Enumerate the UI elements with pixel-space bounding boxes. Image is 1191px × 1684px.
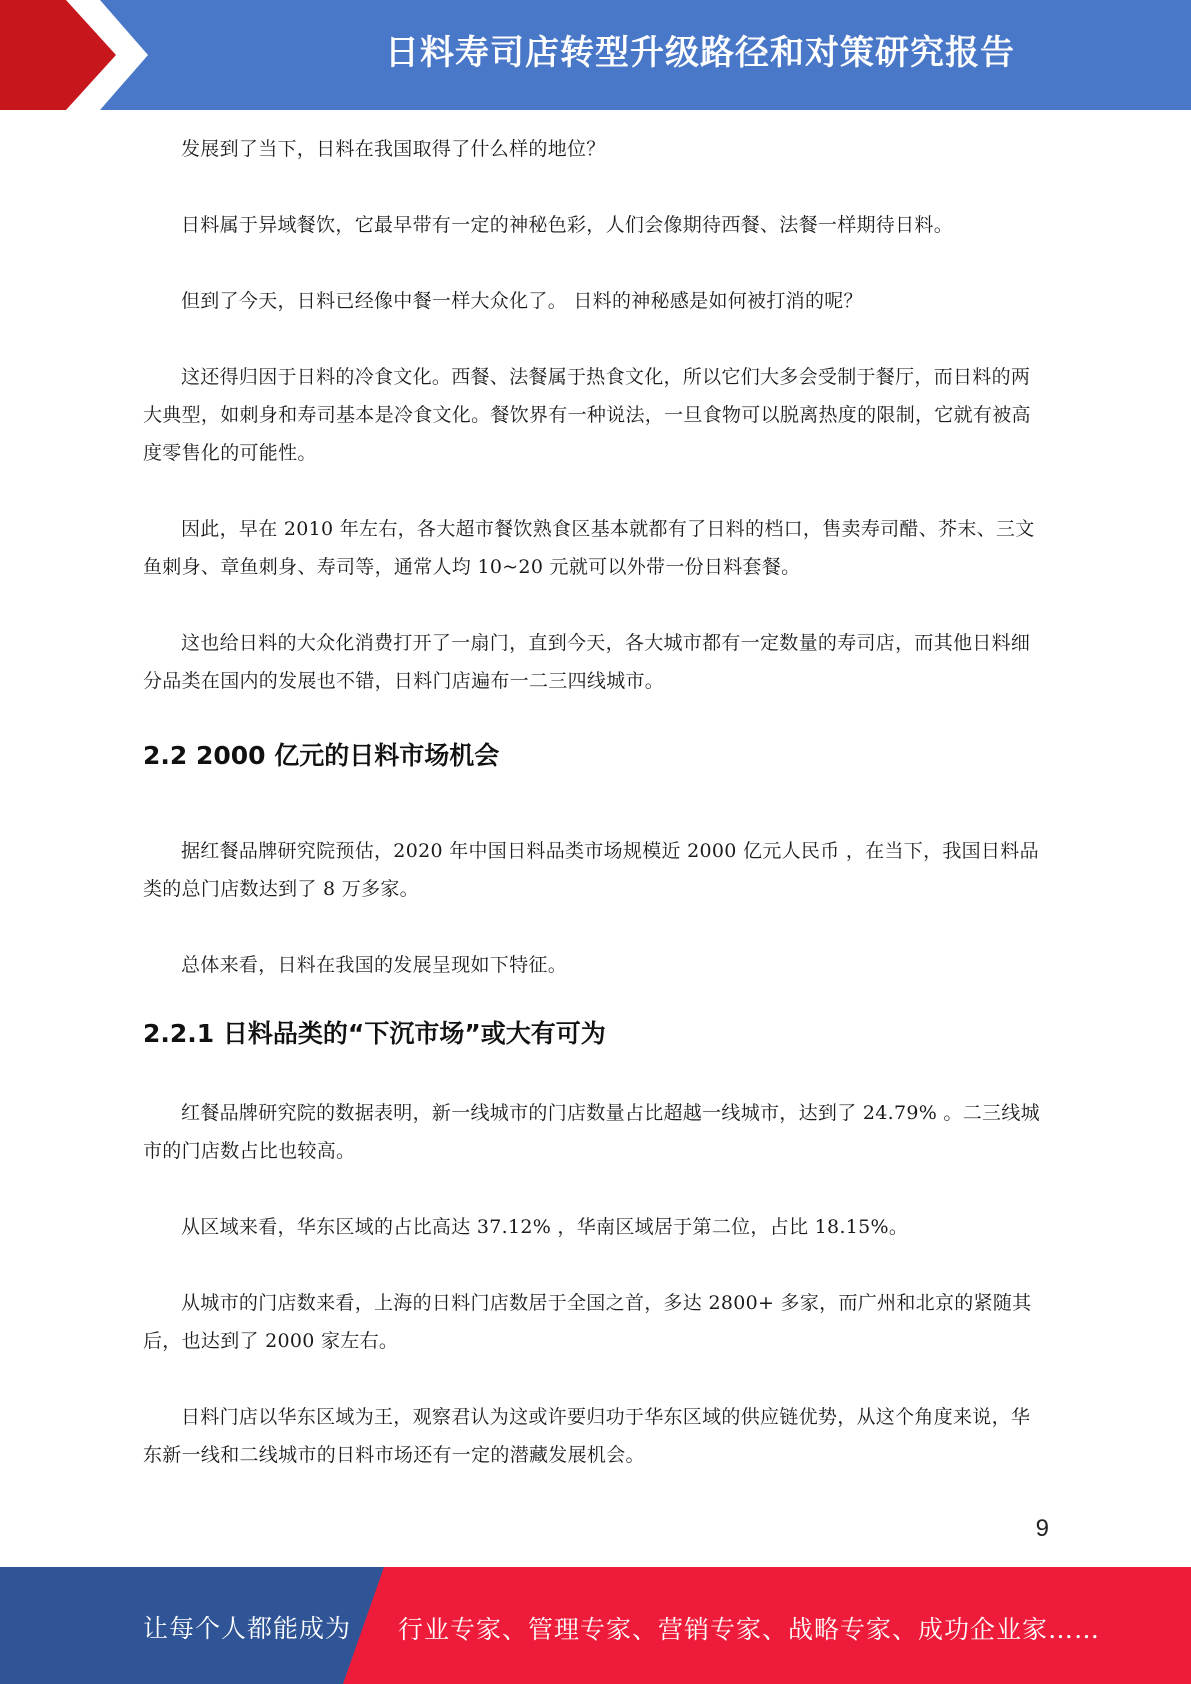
paragraph: 这还得归因于日料的冷食文化。西餐、法餐属于热食文化，所以它们大多会受制于餐厅，而日料的两大典型，如刺身和寿司基本是冷食文化。餐饮界有一种说法，一旦食物可以脱离热度的限制，它就有被高度零售化的可能性。 [143, 366, 1031, 464]
paragraph: 从区域来看，华东区域的占比高达 37.12% ，华南区域居于第二位，占比 18.15%。 [181, 1216, 909, 1238]
paragraph: 总体来看，日料在我国的发展呈现如下特征。 [181, 954, 568, 976]
paragraph: 日料门店以华东区域为王，观察君认为这或许要归功于华东区域的供应链优势，从这个角度来说，华东新一线和二线城市的日料市场还有一定的潜藏发展机会。 [143, 1406, 1031, 1466]
paragraph: 据红餐品牌研究院预估，2020 年中国日料品类市场规模近 2000 亿元人民币 ，在当下，我国日料品类的总门店数达到了 8 万多家。 [143, 840, 1039, 900]
footer-slogan-right: 行业专家、管理专家、营销专家、战略专家、成功企业家…… [398, 1615, 1101, 1644]
footer-slogan-left: 让每个人都能成为 [143, 1614, 352, 1643]
paragraph: 从城市的门店数来看，上海的日料门店数居于全国之首，多达 2800+ 多家，而广州和北京的紧随其后，也达到了 2000 家左右。 [143, 1292, 1032, 1352]
paragraph: 发展到了当下，日料在我国取得了什么样的地位？ [181, 138, 606, 160]
report-title: 日料寿司店转型升级路径和对策研究报告 [385, 33, 1015, 73]
header-banner [0, 0, 1191, 110]
page-body [143, 130, 1048, 1474]
page-number: 9 [1035, 1515, 1049, 1542]
footer-banner [0, 1567, 1191, 1684]
paragraph: 但到了今天，日料已经像中餐一样大众化了。 日料的神秘感是如何被打消的呢？ [181, 290, 863, 312]
section-heading: 2.2 2000 亿元的日料市场机会 [143, 741, 500, 770]
paragraph: 红餐品牌研究院的数据表明，新一线城市的门店数量占比超越一线城市，达到了 24.79% 。二三线城市的门店数占比也较高。 [143, 1102, 1040, 1162]
paragraph: 日料属于异域餐饮，它最早带有一定的神秘色彩，人们会像期待西餐、法餐一样期待日料。 [181, 214, 954, 236]
paragraph: 因此，早在 2010 年左右，各大超市餐饮熟食区基本就都有了日料的档口，售卖寿司醋、芥末、三文鱼刺身、章鱼刺身、寿司等，通常人均 10~20 元就可以外带一份日料套餐。 [143, 518, 1035, 578]
chevron-decoration [0, 0, 160, 110]
subsection-heading: 2.2.1 日料品类的“下沉市场”或大有可为 [143, 1019, 606, 1048]
paragraph: 这也给日料的大众化消费打开了一扇门，直到今天，各大城市都有一定数量的寿司店，而其他日料细分品类在国内的发展也不错，日料门店遍布一二三四线城市。 [143, 632, 1031, 692]
